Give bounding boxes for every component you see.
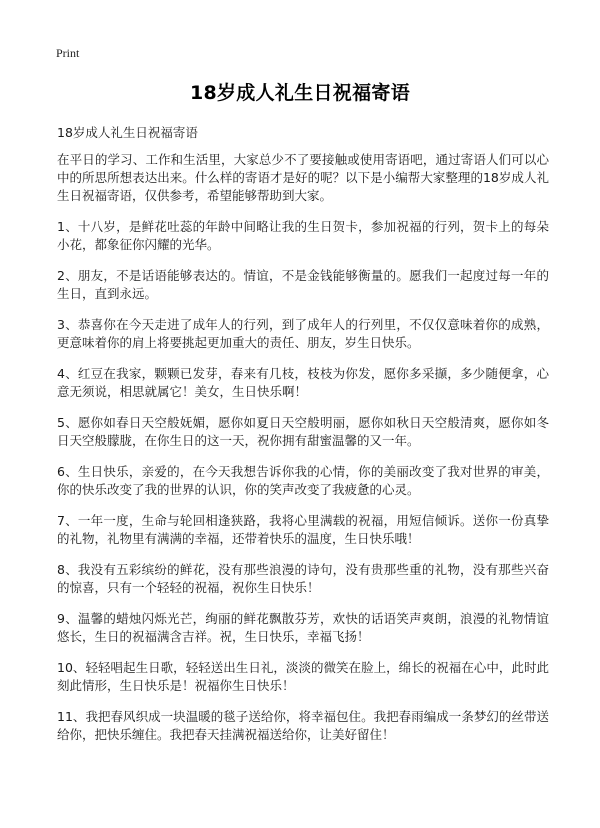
print-link[interactable]: Print [56, 46, 80, 60]
wish-item-1: 1、十八岁，是鲜花吐蕊的年龄中间略让我的生日贺卡，参加祝福的行列，贺卡上的每朵小花，都象征你闪耀的光华。 [57, 219, 549, 252]
page-title: 18岁成人礼生日祝福寄语 [189, 82, 411, 104]
wish-item-5: 5、愿你如春日天空般妩媚，愿你如夏日天空般明丽，愿你如秋日天空般清爽，愿你如冬日天空般朦胧，在你生日的这一天，祝你拥有甜蜜温馨的又一年。 [57, 415, 549, 448]
wish-item-7: 7、一年一度，生命与轮回相逢狭路，我将心里满载的祝福，用短信倾诉。送你一份真挚的礼物，礼物里有满满的幸福，还带着快乐的温度，生日快乐哦！ [57, 513, 549, 546]
wish-item-9: 9、温馨的蜡烛闪烁光芒，绚丽的鲜花飘散芬芳，欢快的话语笑声爽朗，浪漫的礼物情谊悠长，生日的祝福满含吉祥。祝，生日快乐，幸福飞扬！ [57, 611, 549, 644]
intro-paragraph: 在平日的学习、工作和生活里，大家总少不了要接触或使用寄语吧，通过寄语人们可以心中的所思所想表达出来。什么样的寄语才是好的呢？以下是小编帮大家整理的18岁成人礼生日祝福寄语，仅供参考，希望能够帮助到大家。 [57, 152, 549, 203]
wish-item-11: 11、我把春风织成一块温暖的毯子送给你，将幸福包住。我把春雨编成一条梦幻的丝带送给你，把快乐缠住。我把春天挂满祝福送给你，让美好留住！ [57, 709, 549, 742]
wish-item-6: 6、生日快乐，亲爱的，在今天我想告诉你我的心情，你的美丽改变了我对世界的审美，你的快乐改变了我的世界的认识，你的笑声改变了我疲惫的心灵。 [57, 464, 549, 497]
wish-item-4: 4、红豆在我家，颗颗已发芽，春来有几枝，枝枝为你发，愿你多采撷，多少随便拿，心意无须说，相思就属它！美女，生日快乐啊！ [57, 366, 549, 399]
wish-item-8: 8、我没有五彩缤纷的鲜花，没有那些浪漫的诗句，没有贵那些重的礼物，没有那些兴奋的惊喜，只有一个轻轻的祝福，祝你生日快乐！ [57, 562, 549, 595]
document-subtitle: 18岁成人礼生日祝福寄语 [57, 125, 198, 140]
wish-item-3: 3、恭喜你在今天走进了成年人的行列，到了成年人的行列里，不仅仅意味着你的成熟，更意味着你的肩上将要挑起更加重大的责任、朋友，岁生日快乐。 [57, 317, 549, 350]
article-body [57, 151, 549, 757]
wish-item-2: 2、朋友，不是话语能够表达的。情谊，不是金钱能够衡量的。愿我们一起度过每一年的生日，直到永远。 [57, 268, 549, 301]
wish-item-10: 10、轻轻唱起生日歌，轻轻送出生日礼，淡淡的微笑在脸上，绵长的祝福在心中，此时此刻此情形，生日快乐是！祝福你生日快乐！ [57, 660, 549, 693]
